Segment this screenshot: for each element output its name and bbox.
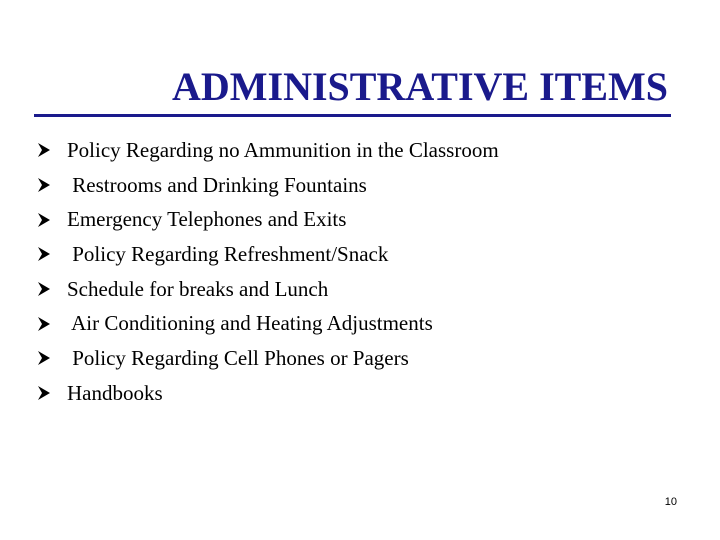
- bullet-text: Policy Regarding no Ammunition in the Classroom: [67, 137, 499, 162]
- bullet-list: [37, 133, 499, 411]
- list-item: [37, 202, 499, 237]
- bullet-text: Policy Regarding Cell Phones or Pagers: [67, 345, 409, 370]
- list-item: [37, 237, 499, 272]
- list-item: [37, 168, 499, 203]
- bullet-text: Air Conditioning and Heating Adjustments: [67, 311, 433, 336]
- list-item: [37, 133, 499, 168]
- bullet-text: Policy Regarding Refreshment/Snack: [67, 241, 389, 266]
- arrowhead-bullet-icon: [37, 210, 67, 230]
- list-item: [37, 306, 499, 341]
- title-underline: [34, 114, 671, 117]
- list-item: [37, 341, 499, 376]
- slide-title: ADMINISTRATIVE ITEMS: [171, 64, 668, 109]
- arrowhead-bullet-icon: [37, 348, 67, 368]
- bullet-text: Restrooms and Drinking Fountains: [67, 172, 367, 197]
- arrowhead-bullet-icon: [37, 279, 67, 299]
- bullet-text: Schedule for breaks and Lunch: [67, 276, 329, 301]
- bullet-text: Emergency Telephones and Exits: [67, 207, 347, 232]
- arrowhead-bullet-icon: [37, 244, 67, 264]
- list-item: [37, 272, 499, 307]
- arrowhead-bullet-icon: [37, 383, 67, 403]
- list-item: [37, 376, 499, 411]
- bullet-text: Handbooks: [67, 380, 163, 405]
- arrowhead-bullet-icon: [37, 175, 67, 195]
- arrowhead-bullet-icon: [37, 140, 67, 160]
- arrowhead-bullet-icon: [37, 314, 67, 334]
- page-number: 10: [664, 496, 677, 508]
